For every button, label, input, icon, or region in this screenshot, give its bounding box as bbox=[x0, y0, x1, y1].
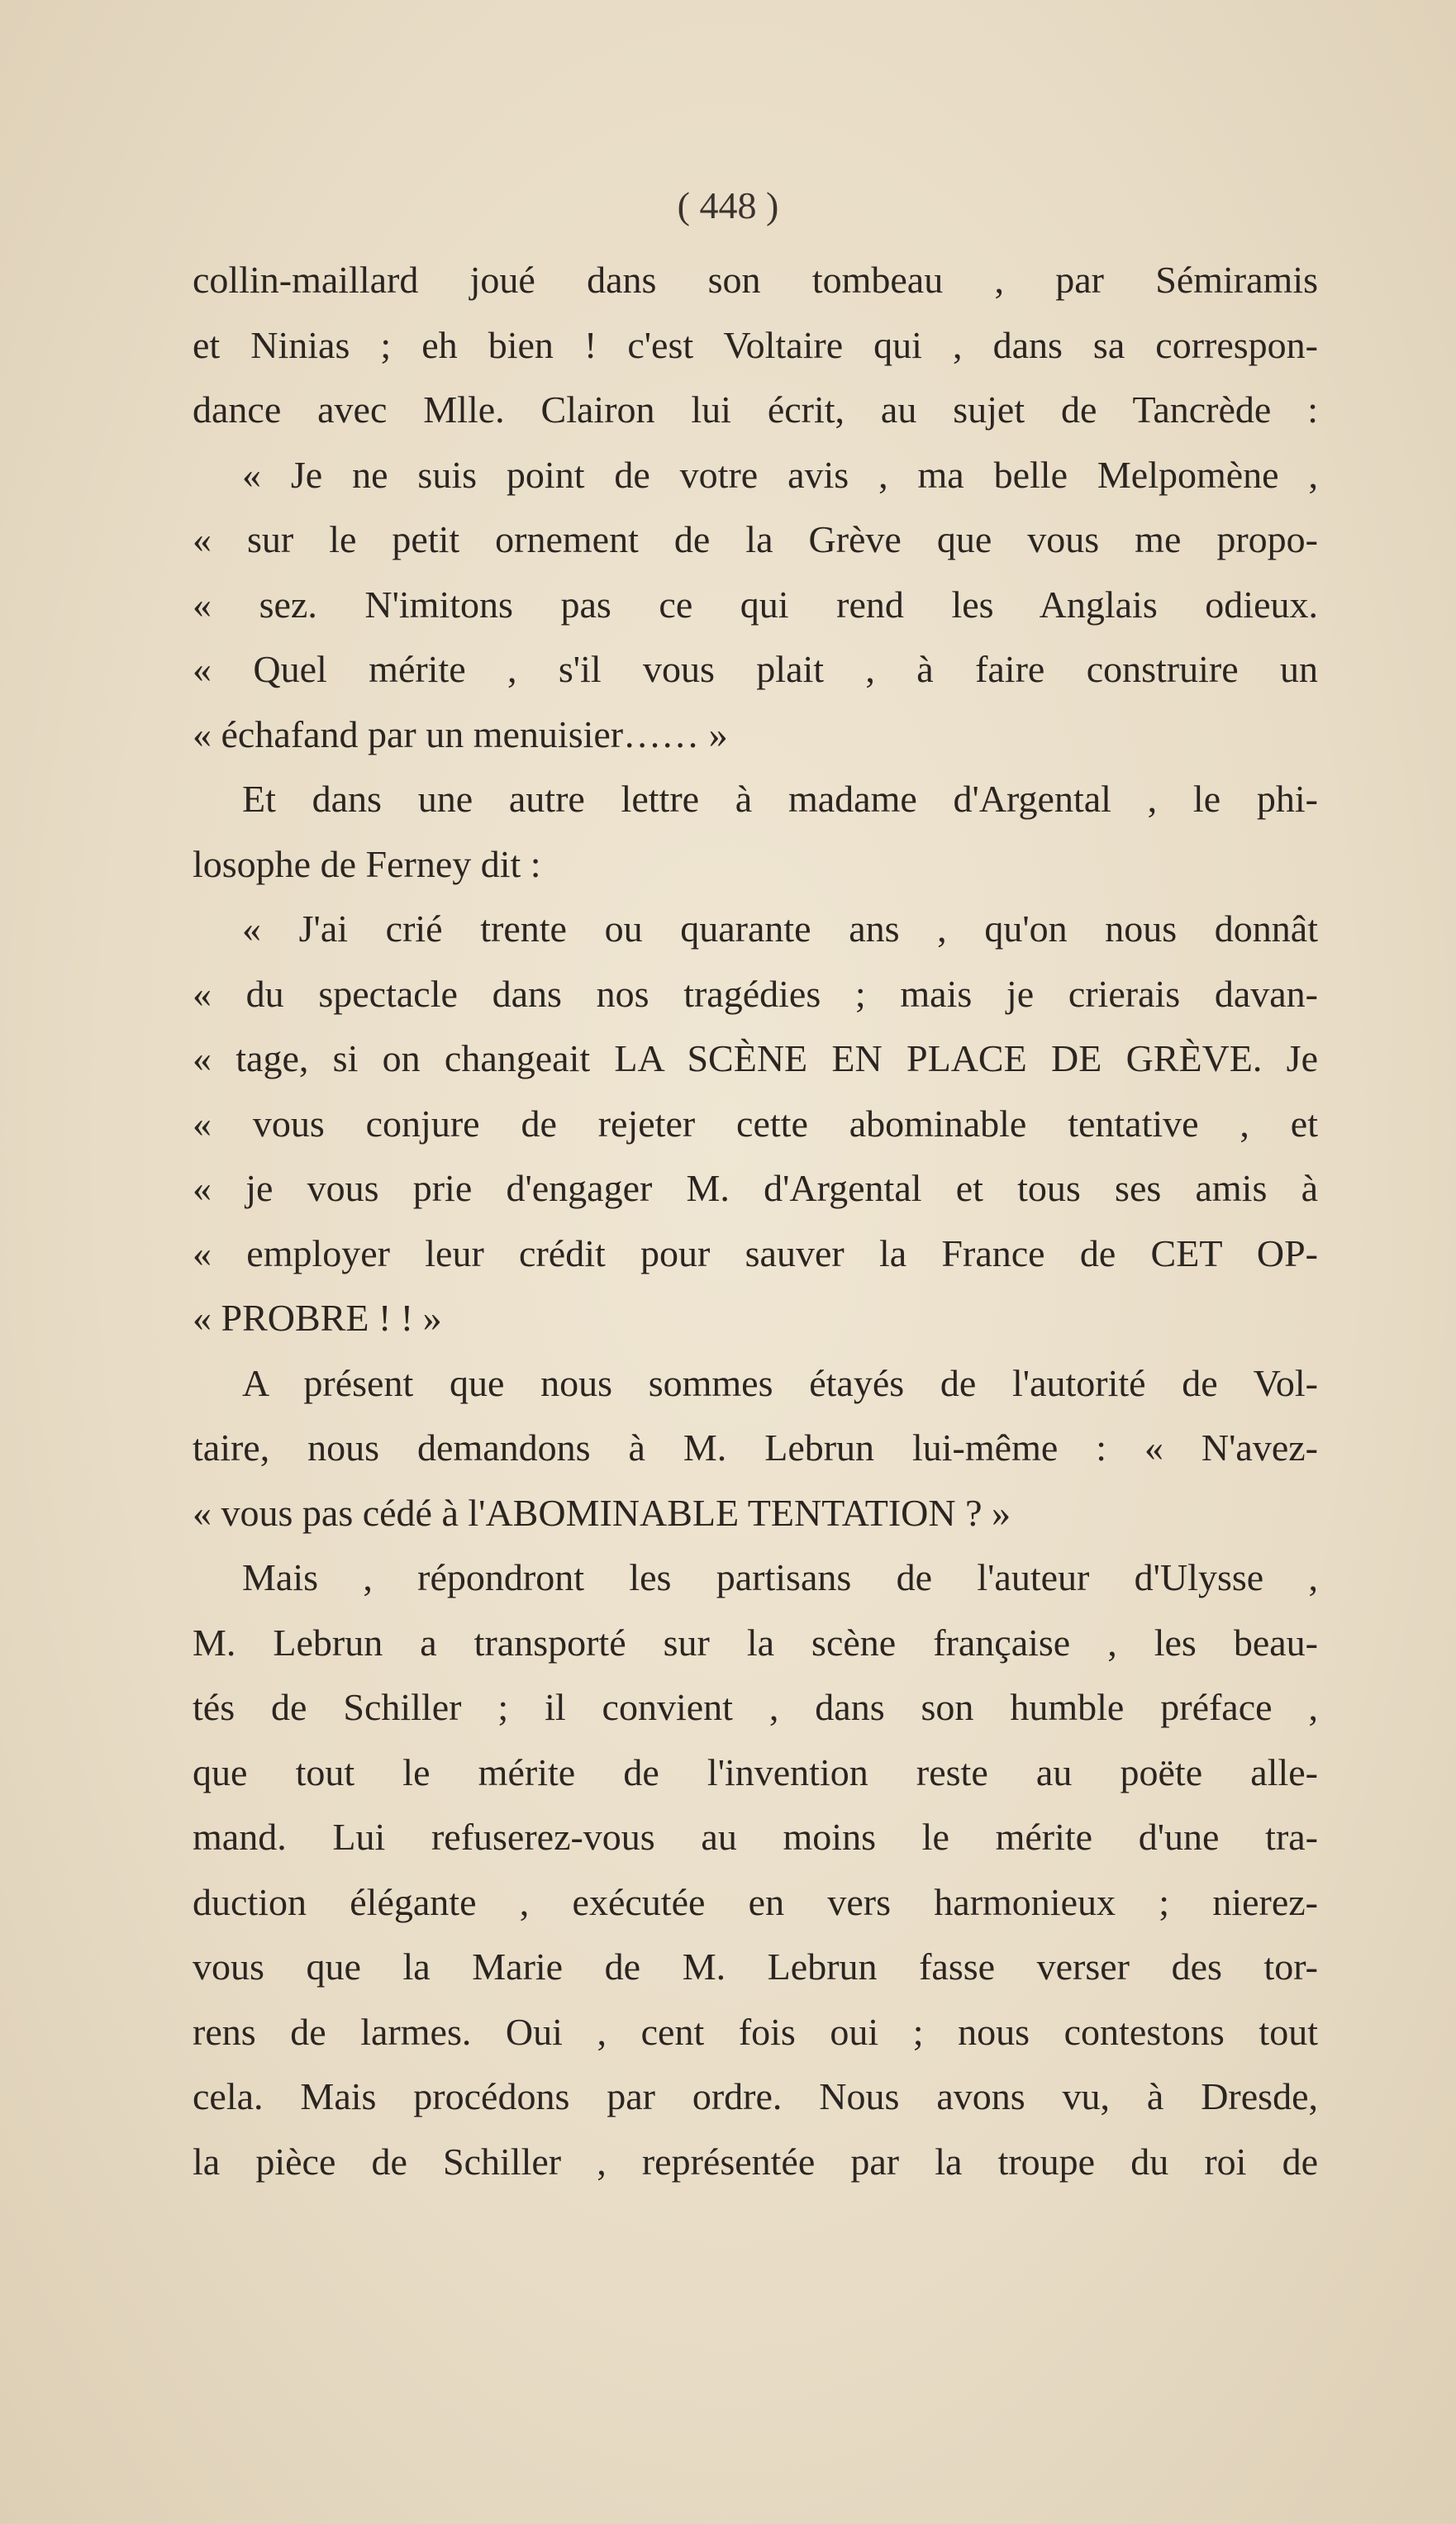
text-line: mand. Lui refuserez-vous au moins le mérite d'une tra- bbox=[193, 1816, 1318, 1858]
quote-line: « Quel mérite , s'il vous plait , à faire construire un bbox=[193, 648, 1318, 690]
quote-line: « J'ai crié trente ou quarante ans , qu'on nous donnât bbox=[242, 907, 1318, 950]
text-line: Et dans une autre lettre à madame d'Argental , le phi- bbox=[242, 778, 1318, 820]
text-line: Mais , répondront les partisans de l'auteur d'Ulysse , bbox=[242, 1556, 1318, 1598]
text-line: cela. Mais procédons par ordre. Nous avons vu, à Dresde, bbox=[193, 2075, 1318, 2117]
body-text bbox=[193, 248, 1318, 2194]
page-number: ( 448 ) bbox=[677, 184, 779, 226]
text-line: vous que la Marie de M. Lebrun fasse verser des tor- bbox=[193, 1945, 1318, 1988]
text-line: rens de larmes. Oui , cent fois oui ; nous contestons tout bbox=[193, 2010, 1318, 2053]
quote-line: « je vous prie d'engager M. d'Argental et tous ses amis à bbox=[193, 1167, 1318, 1209]
quote-line: « sur le petit ornement de la Grève que vous me propo- bbox=[193, 518, 1318, 560]
text-line: A présent que nous sommes étayés de l'autorité de Vol- bbox=[242, 1361, 1318, 1404]
text-line: taire, nous demandons à M. Lebrun lui-même : « N'avez- bbox=[193, 1426, 1318, 1469]
quote-line: « employer leur crédit pour sauver la France de CET OP- bbox=[193, 1231, 1318, 1274]
text-line: dance avec Mlle. Clairon lui écrit, au sujet de Tancrède : bbox=[193, 388, 1318, 431]
text-line: tés de Schiller ; il convient , dans son humble préface , bbox=[193, 1686, 1318, 1728]
quote-line: « tage, si on changeait LA SCÈNE EN PLACE DE GRÈVE. Je bbox=[193, 1037, 1318, 1079]
text-line: collin-maillard joué dans son tombeau , par Sémiramis bbox=[193, 259, 1318, 301]
quote-line: « Je ne suis point de votre avis , ma belle Melpomène , bbox=[242, 453, 1318, 496]
quote-line: « échafand par un menuisier…… » bbox=[193, 712, 728, 755]
quote-line: « sez. N'imitons pas ce qui rend les Anglais odieux. bbox=[193, 583, 1318, 626]
text-line: M. Lebrun a transporté sur la scène française , les beau- bbox=[193, 1621, 1318, 1664]
text-line: et Ninias ; eh bien ! c'est Voltaire qui , dans sa correspon- bbox=[193, 323, 1318, 366]
quote-line: « du spectacle dans nos tragédies ; mais je crierais davan- bbox=[193, 972, 1318, 1015]
quote-line: « vous conjure de rejeter cette abominable tentative , et bbox=[193, 1102, 1318, 1145]
text-line: la pièce de Schiller , représentée par la troupe du roi de bbox=[193, 2140, 1318, 2183]
text-line: « vous pas cédé à l'ABOMINABLE TENTATION ? » bbox=[193, 1491, 1011, 1534]
text-line: losophe de Ferney dit : bbox=[193, 842, 541, 885]
text-line: duction élégante , exécutée en vers harmonieux ; nierez- bbox=[193, 1880, 1318, 1923]
quote-line: « PROBRE ! ! » bbox=[193, 1297, 442, 1339]
text-line: que tout le mérite de l'invention reste au poëte alle- bbox=[193, 1750, 1318, 1793]
